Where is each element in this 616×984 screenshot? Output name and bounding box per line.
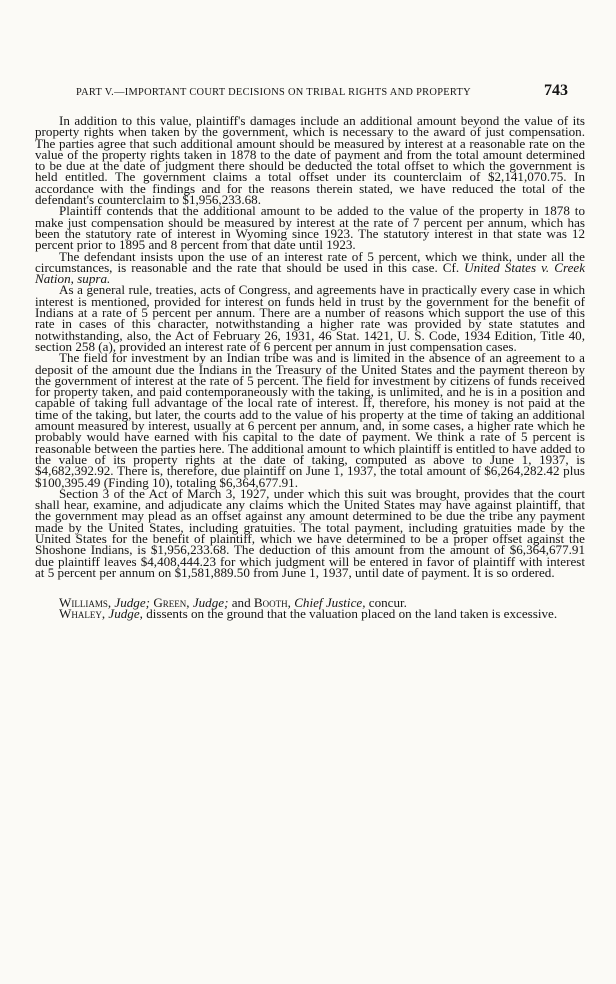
paragraph-general-rule: As a general rule, treaties, acts of Congress, and agreements have in practically every case in which interest is mentioned, provided for interest on funds held in trust by the government for the benefit of Indians at a rate of 5 percent per annum. There are a number of reasons which support the use of this rate in cases of this character, notwithstanding a higher rate was provided by state statutes and notwithstanding, also, the Act of February 26, 1931, 46 Stat. 1421, U. S. Code, 1934 Edition, Title 40, section 258 (a), provided an interest rate of 6 percent per annum in just compensation cases. [35,282,585,354]
judge-name: Williams [59,595,108,611]
dissent-line: Whaley, Judge, dissents on the ground that the valuation placed on the land taken is excessive. [59,606,558,622]
judge-name: Green [153,595,187,611]
judge-title: Chief Justice, [294,595,366,611]
paragraph-damages: In addition to this value, plaintiff's damages include an additional amount beyond the value of its property rights when taken by the government, which is necessary to the award of just compensation. The parties agree that such additional amount should be measured by interest at a reasonable rate on the value of the property rights taken in 1878 to the date of payment and from the total amount determined to be due at the date of judgment there should be deducted the total offset to which the government is held entitled. The government claims a total offset under its counterclaim of $2,141,070.75. In accordance with the findings and for the reasons therein stated, we have reduced the total of the defendant's counterclaim to $1,956,233.68. [35,113,585,208]
paragraph-section-3: Section 3 of the Act of March 3, 1927, under which this suit was brought, provides that the court shall hear, examine, and adjudicate any claims which the United States may have against plaintiff, that the government may plead as an offset against any amount determined to be due the tribe any payment made by the United States, including gratuities. The total payment, including gratuities made by the United States for the benefit of plaintiff, which we have determined to be a proper offset against the Shoshone Indians, is $1,956,233.68. The deduction of this amount from the amount of $6,364,677.91 due plaintiff leaves $4,408,444.23 for which judgment will be entered in favor of plaintiff with interest at 5 percent per annum on $1,581,889.50 from June 1, 1937, until date of payment. It is so ordered. [35,485,585,580]
case-citation: United States v. Creek Nation, supra. [35,259,586,287]
judge-name: Whaley [59,606,102,622]
dissent-text: dissents on the ground that the valuation placed on the land taken is excessive. [146,606,558,622]
running-head: PART V.—IMPORTANT COURT DECISIONS ON TRIBAL RIGHTS AND PROPERTY [76,87,471,98]
paragraph-defendant-rate [35,248,586,287]
judge-title: Judge, [108,606,143,622]
concur-text: concur. [368,595,407,611]
paragraph-investment-field: The field for investment by an Indian tribe was and is limited in the absence of an agreement to a deposit of the amount due the Indians in the Treasury of the United States and the payment thereon by the government of interest at the rate of 5 percent. The field for investment by citizens of funds received for property taken, and paid contemporaneously with the taking, is unlimited, and he is in a position and capable of taking full advantage of the local rate of interest. If, therefore, his money is not paid at the time of the taking, but later, the courts add to the value of his property at the time of taking an additional amount measured by interest, usually at 6 percent per annum, and, in some cases, a higher rate which he probably would have earned with his capital to the date of payment. We think a rate of 5 percent is reasonable between the parties here. The additional amount to which plaintiff is entitled to have added to the value of its property rights at the date of taking, computed as above to June 1, 1937, is $4,682,392.92. There is, therefore, due plaintiff on June 1, 1937, the total amount of $6,264,282.42 plus $100,395.49 (Finding 10), totaling $6,364,677.91. [35,350,585,490]
conjunction: and [231,595,251,611]
judge-title: Judge; [192,595,229,611]
opinion-body [35,115,585,620]
paragraph-text: The defendant insists upon the use of an interest rate of 5 percent, which we think, under all the circumstances, is reasonable and the rate that should be used in this case. Cf. [35,248,585,275]
paragraph-plaintiff-contention: Plaintiff contends that the additional amount to be added to the value of the property in 1878 to make just compensation should be measured by interest at the rate of 7 percent per annum, which has been the statutory rate of interest in Wyoming since 1923. The statutory interest in that state was 12 percent prior to 1895 and 8 percent from that date until 1923. [35,203,585,253]
page-number: 743 [544,82,568,99]
judge-name: Booth [253,595,288,611]
concurrence-line: Williams, Judge; Green, Judge; and Booth, Chief Justice, concur. [59,595,407,611]
judge-title: Judge; [114,595,151,611]
page-header [76,82,568,100]
